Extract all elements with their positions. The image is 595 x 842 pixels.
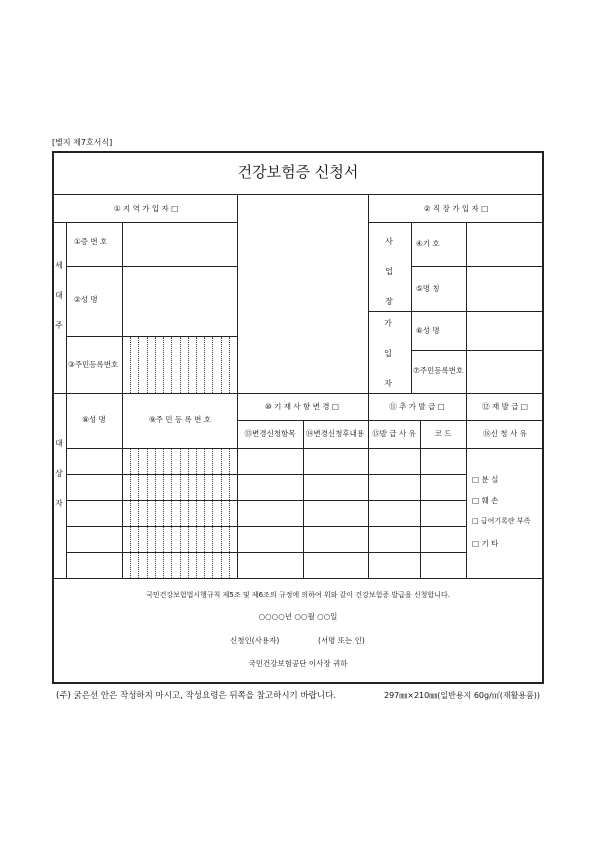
form-title: 건강보험증 신청서 — [237, 163, 359, 181]
household-head-label: 세 대 주 — [55, 261, 63, 330]
employer-label: 사 업 장 — [385, 237, 393, 306]
rrn-digit-divider — [204, 449, 205, 578]
rrn-digit-divider — [180, 449, 181, 578]
rrn-digit-divider — [229, 337, 230, 393]
rrn-digit-divider — [212, 449, 213, 578]
apply-reason-header: ⑯신 청 사 유 — [483, 429, 527, 438]
reason-lost[interactable]: □ 분 실 — [472, 475, 499, 484]
before-change-header: ⑬변경신청항목 — [244, 429, 296, 438]
workplace-name-label: ⑥성 명 — [416, 326, 440, 335]
paper-spec: 297㎜×210㎜(일반용지 60g/㎡(재활용품)) — [384, 691, 541, 700]
code-header: 코 드 — [434, 429, 452, 438]
workplace-company-name-label: ⑤명 칭 — [416, 284, 440, 293]
after-change-header: ⑭변경신청후내용 — [305, 429, 365, 438]
workplace-subscriber-label: 가 입 자 — [384, 319, 392, 388]
workplace-symbol-label: ④기 호 — [416, 239, 440, 248]
rrn-digit-divider — [221, 449, 222, 578]
workplace-subscriber-header: ② 직 장 가 입 자 □ — [423, 204, 489, 213]
rrn-digit-divider — [212, 337, 213, 393]
change-section-header: ⑩ 기 재 사 항 변 경 □ — [265, 402, 339, 411]
reason-other[interactable]: □ 기 타 — [472, 539, 499, 548]
application-statement: 국민건강보험법시행규칙 제5조 및 제6조의 규정에 의하여 위와 같이 건강보험증 발급을 신청합니다. — [146, 591, 450, 599]
form-border-top — [52, 151, 544, 153]
reason-record-full[interactable]: □ 급여기록란 부족 — [472, 517, 531, 525]
rrn-digit-divider — [147, 449, 148, 578]
rrn-digit-divider — [229, 449, 230, 578]
rrn-digit-divider — [130, 337, 131, 393]
rrn-digit-divider — [188, 449, 189, 578]
rrn-digit-divider — [138, 449, 139, 578]
workplace-rrn-label: ⑦주민등록번호 — [413, 366, 464, 375]
rrn-digit-divider — [130, 449, 131, 578]
form-border-bottom — [52, 682, 544, 684]
additional-issue-header: ⑪ 추 가 발 급 □ — [389, 402, 445, 411]
rrn-digit-divider — [163, 337, 164, 393]
issue-reason-header: ⑮발 급 사 유 — [372, 429, 416, 438]
beneficiary-rrn-header: ⑨주 민 등 록 번 호 — [148, 415, 212, 424]
regional-subscriber-header: ① 지 역 가 입 자 □ — [113, 204, 179, 213]
rrn-digit-divider — [188, 337, 189, 393]
applicant-label: 신청인(사용자) — [230, 636, 280, 645]
recipient: 국민건강보험공단 이사장 귀하 — [248, 659, 348, 668]
rrn-digit-divider — [138, 337, 139, 393]
footer-note: (주) 굵은선 안은 작성하지 마시고, 작성요령은 뒤쪽을 참고하시기 바랍니다. — [56, 691, 336, 701]
rrn-digit-divider — [196, 449, 197, 578]
rrn-digit-divider — [163, 449, 164, 578]
beneficiary-name-header: ⑧성 명 — [82, 415, 106, 424]
reissue-header: ⑫ 재 발 급 □ — [482, 402, 528, 411]
signature-label: (서명 또는 인) — [318, 636, 365, 645]
form-label: [별지 제7호서식] — [52, 138, 113, 147]
regional-name-label: ②성 명 — [74, 295, 98, 304]
regional-cert-no-label: ①증 번 호 — [74, 237, 108, 246]
rrn-digit-divider — [155, 337, 156, 393]
application-date: ○○○○년 ○○월 ○○일 — [258, 612, 338, 621]
rrn-digit-divider — [147, 337, 148, 393]
rrn-digit-divider — [204, 337, 205, 393]
form-border-right — [542, 151, 544, 684]
rrn-digit-divider — [221, 337, 222, 393]
reason-damaged[interactable]: □ 훼 손 — [472, 496, 499, 505]
rrn-digit-divider — [180, 337, 181, 393]
rrn-digit-divider — [196, 337, 197, 393]
rrn-digit-divider — [155, 449, 156, 578]
rrn-digit-divider — [171, 449, 172, 578]
regional-rrn-label: ③주민등록번호 — [68, 360, 119, 369]
beneficiary-label: 대 상 자 — [55, 439, 63, 508]
rrn-digit-divider — [171, 337, 172, 393]
form-border-left — [52, 151, 54, 684]
